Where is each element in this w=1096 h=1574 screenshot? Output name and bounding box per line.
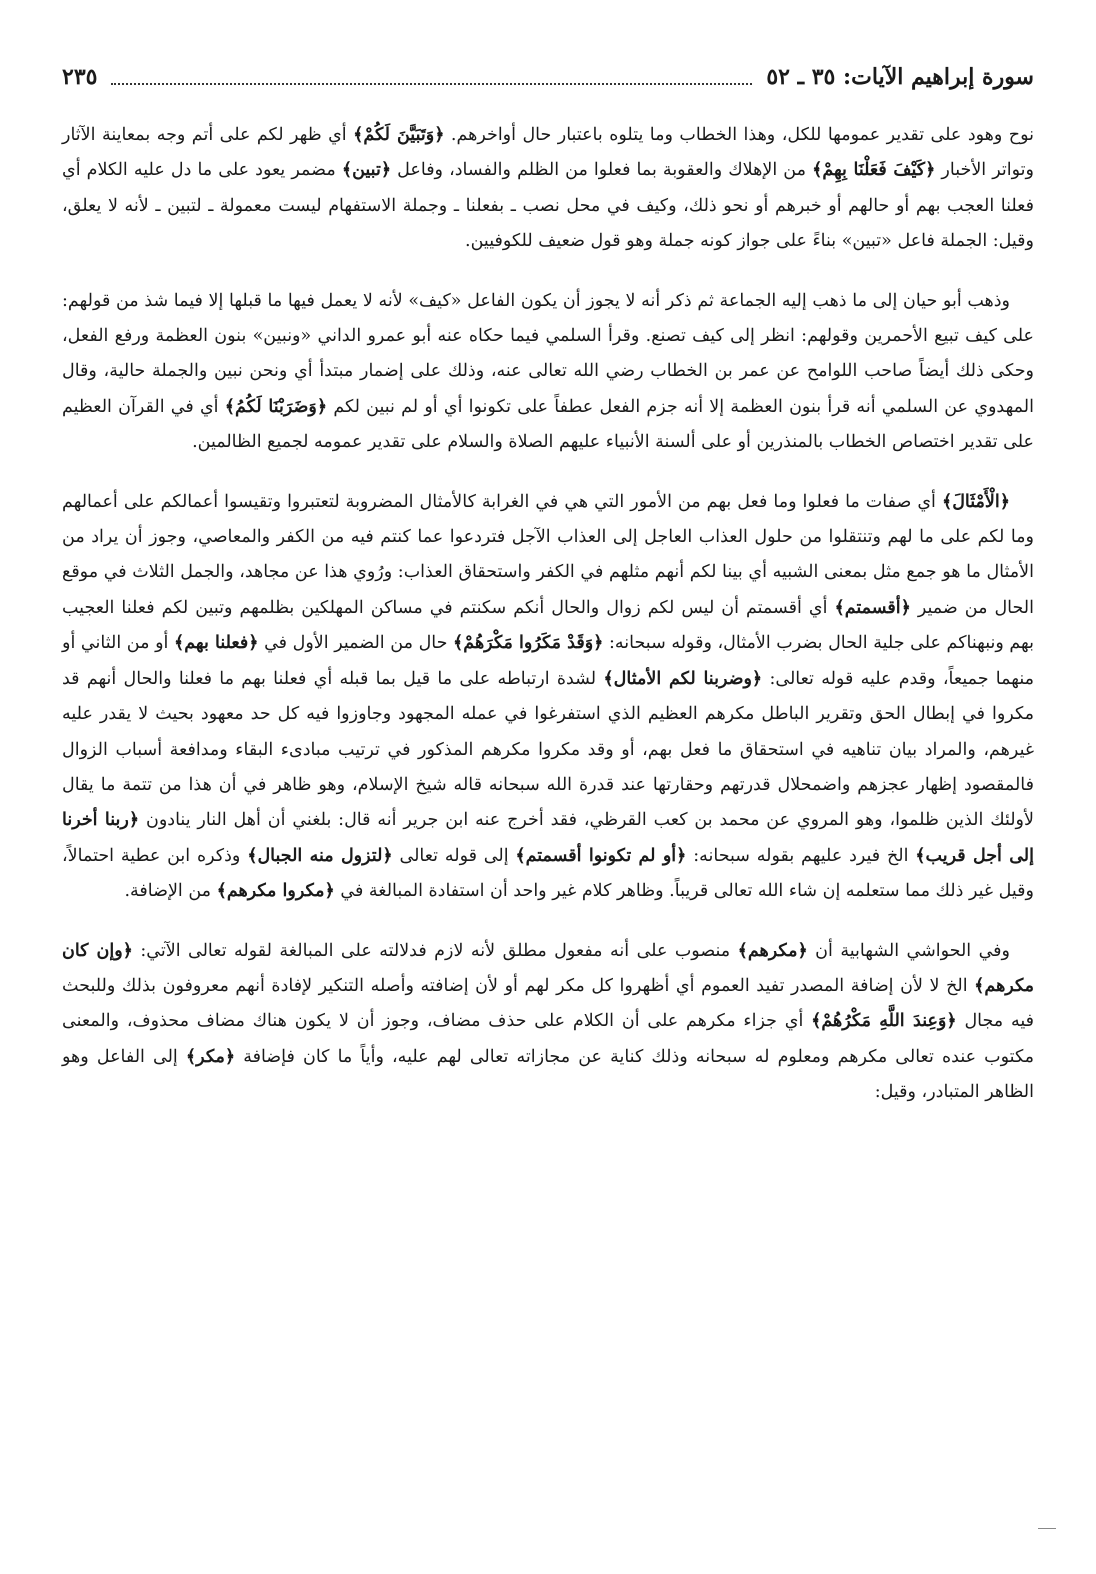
quran-quote: ﴿لتزول منه الجبال﴾ — [247, 845, 393, 866]
body-text-run: إلى الفاعل وهو الظاهر المتبادر، وقيل: — [62, 1046, 1034, 1103]
quran-quote: ﴿تبين﴾ — [341, 160, 392, 181]
quran-quote: ﴿وضربنا لكم الأمثال﴾ — [603, 668, 763, 689]
quran-quote: ﴿مكرهم﴾ — [737, 940, 808, 961]
body-text-run: الخ فيرد عليهم بقوله سبحانه: — [686, 845, 916, 866]
body-text-run: نوح وهود على تقدير عمومها للكل، وهذا الخطاب وما يتلوه باعتبار حال أواخرهم. — [444, 125, 1034, 145]
quran-quote: ﴿أو لم تكونوا أقسمتم﴾ — [515, 845, 687, 866]
body-text-run: لشدة ارتباطه على ما قيل بما قبله أي فعلنا بهم ما فعلنا والحال أنهم قد مكروا في إبطال الحق وتقرير الباطل مكرهم العظيم الذي استفرغوا في عمله المجهود وجاوزوا فيه كل حد معهود بحيث لا يقدر عليه غيرهم، والمراد بيان تناهيه في استحقاق ما فعل بهم، أو وقد مكروا مكرهم المذكور في ترتيب مبادىء البقاء ومدافعة أسباب الزوال فالمقصود إظهار عجزهم واضمحلال قدرتهم وحقارتها عند قدرة الله سبحانه قاله شيخ الإسلام، وهو ظاهر في أن هذا من تتمة ما يقال لأولئك الذين ظلموا، وهو المروي عن محمد بن كعب القرظي، فقد أخرج عنه ابن جرير أنه قال: بلغني أن أهل النار ينادون — [62, 668, 1034, 831]
body-text-run: الخ لا لأن إضافة المصدر تفيد العموم أي أظهروا كل مكر لهم أو لأن إضافته وأصله التنكير لإفادة أنهم معروفون بذلك وللبحث فيه مجال — [62, 975, 1035, 1032]
quran-quote: ﴿الْأَمْثَالَ﴾ — [941, 491, 1010, 512]
body-text-run: وفي الحواشي الشهابية أن — [807, 940, 1011, 961]
body-text-run: أي أقسمتم أن ليس لكم زوال والحال أنكم سكنتم في مساكن المهلكين بظلمهم وتبين لكم فعلنا العجيب بهم ونبهناكم على جلية الحال بضرب الأمثال، وقوله سبحانه: — [62, 597, 1034, 654]
quran-quote: ﴿مكروا مكرهم﴾ — [216, 881, 335, 902]
body-text-run: منصوب على أنه مفعول مطلق لأنه لازم فدلالته على المبالغة لقوله تعالى الآتي: — [132, 940, 738, 961]
quran-quote: ﴿كَيْفَ فَعَلْنَا بِهِمْ﴾ — [812, 160, 936, 181]
quran-quote: ﴿وَقَدْ مَكَرُوا مَكْرَهُمْ﴾ — [453, 633, 604, 654]
quran-quote: ﴿وإن كان مكرهم﴾ — [62, 940, 1034, 996]
running-header — [62, 58, 1034, 96]
commentary-body — [62, 118, 1034, 1135]
quran-quote: ﴿ربنا أخرنا إلى أجل قريب﴾ — [62, 810, 1034, 866]
body-text-run: وذكره ابن عطية احتمالاً، وقيل غير ذلك مما ستعلمه إن شاء الله تعالى قريباً. وظاهر كلام غير واحد أن استفادة المبالغة في — [62, 845, 1034, 902]
body-text-run: وذهب أبو حيان إلى ما ذهب إليه الجماعة ثم ذكر أنه لا يجوز أن يكون الفاعل «كيف» لأنه لا يعمل فيها ما قبلها إلا فيما شذ من قولهم: على كيف تبيع الأحمرين وقولهم: انظر إلى كيف تصنع. وقرأ السلمي فيما حكاه عنه أبو عمرو الداني «ونبين» بنون العظمة ورفع الفعل، وحكى ذلك أيضاً صاحب اللوامح عن عمر بن الخطاب رضي الله تعالى عنه، وذلك على إضمار مبتدأ أي ونحن نبين والجملة حالية، وقال المهدوي عن السلمي أنه قرأ بنون العظمة إلا أنه جزم الفعل عطفاً على تكونوا أي أو لم نبين لكم — [62, 290, 1034, 417]
body-text-run: أي صفات ما فعلوا وما فعل بهم من الأمور التي هي في الغرابة كالأمثال المضروبة لتعتبروا وتقيسوا أعمالكم على أعمالهم وما لكم على ما لهم وتنتقلوا من حلول العذاب العاجل إلى العذاب الآجل فتردعوا عما كنتم فيه من الكفر والمعاصي، وجوز أن يراد من الأمثال ما هو جمع مثل بمعنى الشبيه أي بينا لكم أنهم مثلهم في الكفر واستحقاق العذاب: ورُوي هذا عن مجاهد، والجمل الثلاث في موقع الحال من ضمير — [62, 491, 1034, 618]
surah-title: سورة إبراهيم الآيات: ٣٥ ـ ٥٢ — [766, 64, 1034, 90]
quran-quote: ﴿مكر﴾ — [185, 1046, 236, 1067]
body-text-run: أي ظهر لكم على أتم وجه بمعاينة الآثار وتواتر الأخبار — [62, 125, 1034, 181]
body-text-run: من الإهلاك والعقوبة بما فعلوا من الظلم والفساد، وفاعل — [391, 160, 813, 181]
body-text-run: أي في القرآن العظيم على تقدير اختصاص الخطاب بالمنذرين أو على ألسنة الأنبياء عليهم الصلاة والسلام على تقدير عمومه لجميع الظالمين. — [62, 396, 1034, 453]
quran-quote: ﴿فعلنا بهم﴾ — [174, 633, 259, 654]
body-text-run: أو من الثاني أو منهما جميعاً، وقدم عليه قوله تعالى: — [62, 633, 1034, 689]
body-text-run: إلى قوله تعالى — [392, 845, 516, 866]
page-number: ٢٣٥ — [62, 64, 98, 90]
paragraph — [62, 118, 1034, 260]
paragraph — [62, 284, 1034, 461]
quran-quote: ﴿وَعِندَ اللَّهِ مَكْرُهُمْ﴾ — [811, 1011, 957, 1032]
header-leader-dots — [111, 69, 752, 85]
quran-quote: ﴿أقسمتم﴾ — [834, 597, 911, 618]
margin-mark — [1038, 1528, 1056, 1529]
quran-quote: ﴿وَتَبَيَّنَ لَكُمْ﴾ — [353, 125, 445, 145]
body-text-run: حال من الضمير الأول في — [258, 633, 454, 654]
quran-quote: ﴿وَضَرَبْنَا لَكُمُ﴾ — [224, 396, 328, 417]
paragraph — [62, 934, 1034, 1111]
body-text-run: أي جزاء مكرهم على أن الكلام على حذف مضاف، وجوز أن لا يكون هناك مضاف محذوف، والمعنى مكتوب عنده تعالى مكرهم ومعلوم له سبحانه وذلك كناية عن مجازاته تعالى لهم عليه، وأياً ما كان فإضافة — [62, 1011, 1034, 1067]
paragraph — [62, 485, 1034, 910]
body-text-run: مضمر يعود على ما دل عليه الكلام أي فعلنا العجب بهم أو حالهم أو خبرهم أو نحو ذلك، وكيف في محل نصب ـ بفعلنا ـ وجملة الاستفهام ليست معمولة ـ لتبين ـ لأنه لا يعلق، وقيل: الجملة فاعل «تبين» بناءً على جواز كونه جملة وهو قول ضعيف للكوفيين. — [62, 160, 1034, 252]
body-text-run: من الإضافة. — [124, 881, 217, 902]
